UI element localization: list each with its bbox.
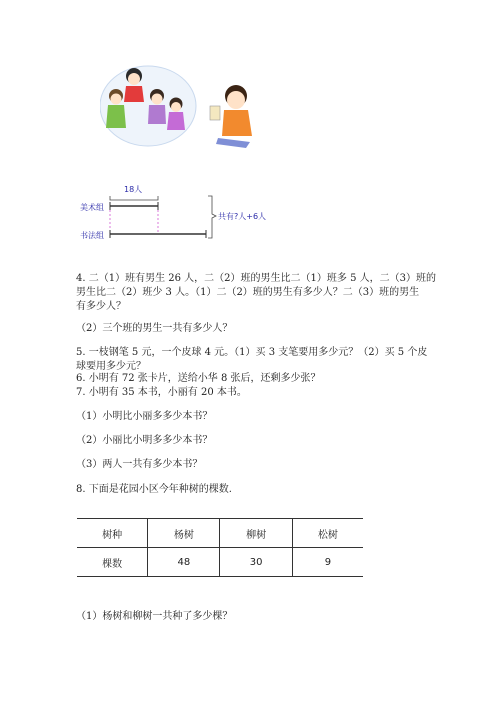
table-header-row (77, 519, 363, 548)
table-cell: 30 (220, 548, 292, 577)
table-header-cell: 松树 (292, 519, 363, 548)
diagram-top-label: 18人 (124, 185, 143, 194)
tree-count-table (77, 518, 363, 577)
q4-part2: （2）三个班的男生一共有多少人？ (76, 323, 233, 334)
table-cell: 9 (292, 548, 363, 577)
diagram-row2-label: 书法组 (80, 231, 104, 240)
q5-line2: 球要用多少元？ (76, 361, 146, 372)
q4-line3: 有多少人？ (76, 301, 126, 312)
q7-part3: （3）两人一共有多少本书？ (76, 459, 203, 470)
q4-line1: 4. 二（1）班有男生 26 人，二（2）班的男生比二（1）班多 5 人，二（3）班的 (76, 273, 436, 284)
table-cell: 48 (148, 548, 220, 577)
table-header-cell: 树种 (77, 519, 148, 548)
diagram-row1-label: 美术组 (80, 203, 104, 212)
q7-part2: （2）小丽比小明多多少本书？ (76, 435, 213, 446)
table-header-cell: 杨树 (148, 519, 220, 548)
q8-text: 8. 下面是花园小区今年种树的棵数. (76, 484, 232, 495)
diagram-brace-label: 共有?人+6人 (218, 212, 267, 221)
segment-diagram (78, 184, 278, 246)
q7-part1: （1）小明比小丽多多少本书？ (76, 411, 213, 422)
q7-text: 7. 小明有 35 本书，小丽有 20 本书。 (76, 387, 247, 398)
table-cell: 棵数 (77, 548, 148, 577)
q5-line1: 5. 一枝钢笔 5 元，一个皮球 4 元。（1）买 3 支笔要用多少元？（2）买 5 个皮 (76, 347, 428, 358)
table-header-cell: 柳树 (220, 519, 292, 548)
q6-text: 6. 小明有 72 张卡片，送给小华 8 张后，还剩多少张？ (76, 373, 321, 384)
q8-part1: （1）杨树和柳树一共种了多少棵？ (76, 611, 233, 622)
q4-line2: 男生比二（2）班少 3 人。（1）二（2）班的男生有多少人？二（3）班的男生 (76, 287, 420, 298)
table-row (77, 548, 363, 577)
children-illustration (100, 62, 260, 150)
